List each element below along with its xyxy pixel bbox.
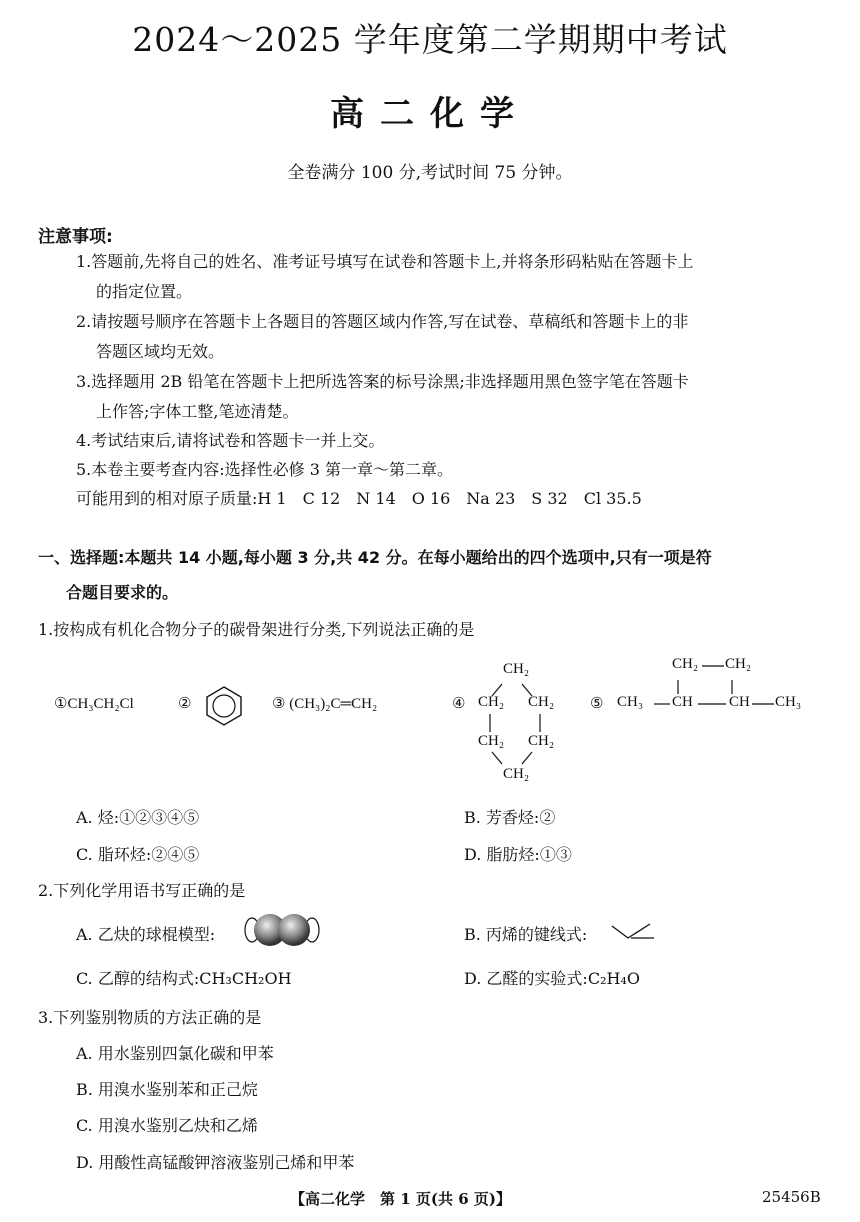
q2-option-a: A. 乙炔的球棍模型:	[76, 925, 216, 944]
q3-option-d: D. 用酸性高锰酸钾溶液鉴别己烯和甲苯	[76, 1153, 355, 1172]
cyclohexane-ch2: CH₂	[478, 733, 505, 749]
section-heading-cont: 合题目要求的。	[66, 583, 179, 602]
cyclobutane-ch: CH	[729, 694, 750, 710]
notice-line: 4.考试结束后,请将试卷和答题卡一并上交。	[76, 431, 385, 450]
notice-line: 3.选择题用 2B 铅笔在答题卡上把所选答案的标号涂黑;非选择题用黑色签字笔在答题卡	[76, 372, 689, 391]
paper-code: 25456B	[762, 1188, 821, 1206]
q2-option-d: D. 乙醛的实验式:C₂H₄O	[464, 969, 640, 988]
cyclohexane-ch2: CH₂	[528, 694, 555, 710]
molecule-1: ①CH₃CH₂Cl	[54, 696, 134, 712]
question-2-stem: 2.下列化学用语书写正确的是	[38, 881, 246, 900]
molecule-5-label: ⑤	[590, 696, 604, 712]
molecule-4-label: ④	[452, 696, 466, 712]
q1-option-c: C. 脂环烃:②④⑤	[76, 845, 200, 864]
cyclohexane-ch2: CH₂	[503, 661, 530, 677]
notice-heading: 注意事项:	[38, 227, 113, 247]
question-1-stem: 1.按构成有机化合物分子的碳骨架进行分类,下列说法正确的是	[38, 620, 475, 639]
molecule-2-label: ②	[178, 696, 192, 712]
score-info: 全卷满分 100 分,考试时间 75 分钟。	[287, 163, 573, 183]
cyclobutane-ch2: CH₂	[725, 656, 752, 672]
ball-stick-model-icon	[240, 912, 324, 948]
section-heading: 一、选择题:本题共 14 小题,每小题 3 分,共 42 分。在每小题给出的四个选项中,只有一项是符	[38, 548, 712, 567]
cyclohexane-bonds	[470, 670, 570, 780]
molecule-3: ③ (CH₃)₂C═CH₂	[272, 696, 378, 712]
cyclohexane-ch2: CH₂	[478, 694, 505, 710]
cyclobutane-ch: CH	[672, 694, 693, 710]
cyclohexane-ch2: CH₂	[528, 733, 555, 749]
q3-option-a: A. 用水鉴别四氯化碳和甲苯	[76, 1044, 274, 1063]
atomic-mass-line: 可能用到的相对原子质量:H 1 C 12 N 14 O 16 Na 23 S 32 Cl 35.5	[76, 489, 642, 508]
notice-line: 2.请按题号顺序在答题卡上各题目的答题区域内作答,写在试卷、草稿纸和答题卡上的非	[76, 312, 689, 331]
exam-title: 2024～2025 学年度第二学期期中考试	[132, 20, 728, 59]
cyclobutane-ch3: CH₃	[775, 694, 802, 710]
q2-option-c: C. 乙醇的结构式:CH₃CH₂OH	[76, 969, 292, 988]
q1-option-a: A. 烃:①②③④⑤	[76, 808, 200, 827]
cyclohexane-ch2: CH₂	[503, 766, 530, 782]
page-footer: 【高二化学 第 1 页(共 6 页)】	[290, 1190, 511, 1208]
cyclobutane-bonds	[640, 660, 790, 720]
notice-line: 5.本卷主要考查内容:选择性必修 3 第一章～第二章。	[76, 460, 454, 479]
subject-title: 高二化学	[330, 94, 530, 134]
notice-line: 的指定位置。	[96, 282, 193, 301]
notice-line: 上作答;字体工整,笔迹清楚。	[96, 402, 299, 421]
notice-line: 答题区域均无效。	[96, 342, 225, 361]
question-3-stem: 3.下列鉴别物质的方法正确的是	[38, 1008, 262, 1027]
q3-option-b: B. 用溴水鉴别苯和正己烷	[76, 1080, 258, 1099]
benzene-ring-icon	[202, 684, 246, 728]
q1-option-d: D. 脂肪烃:①③	[464, 845, 572, 864]
cyclobutane-ch3: CH₃	[617, 694, 644, 710]
q2-option-b: B. 丙烯的键线式:	[464, 925, 588, 944]
q3-option-c: C. 用溴水鉴别乙炔和乙烯	[76, 1116, 258, 1135]
cyclobutane-ch2: CH₂	[672, 656, 699, 672]
notice-line: 1.答题前,先将自己的姓名、准考证号填写在试卷和答题卡上,并将条形码粘贴在答题卡上	[76, 252, 694, 271]
bond-line-formula-icon	[610, 920, 656, 944]
q1-option-b: B. 芳香烃:②	[464, 808, 556, 827]
